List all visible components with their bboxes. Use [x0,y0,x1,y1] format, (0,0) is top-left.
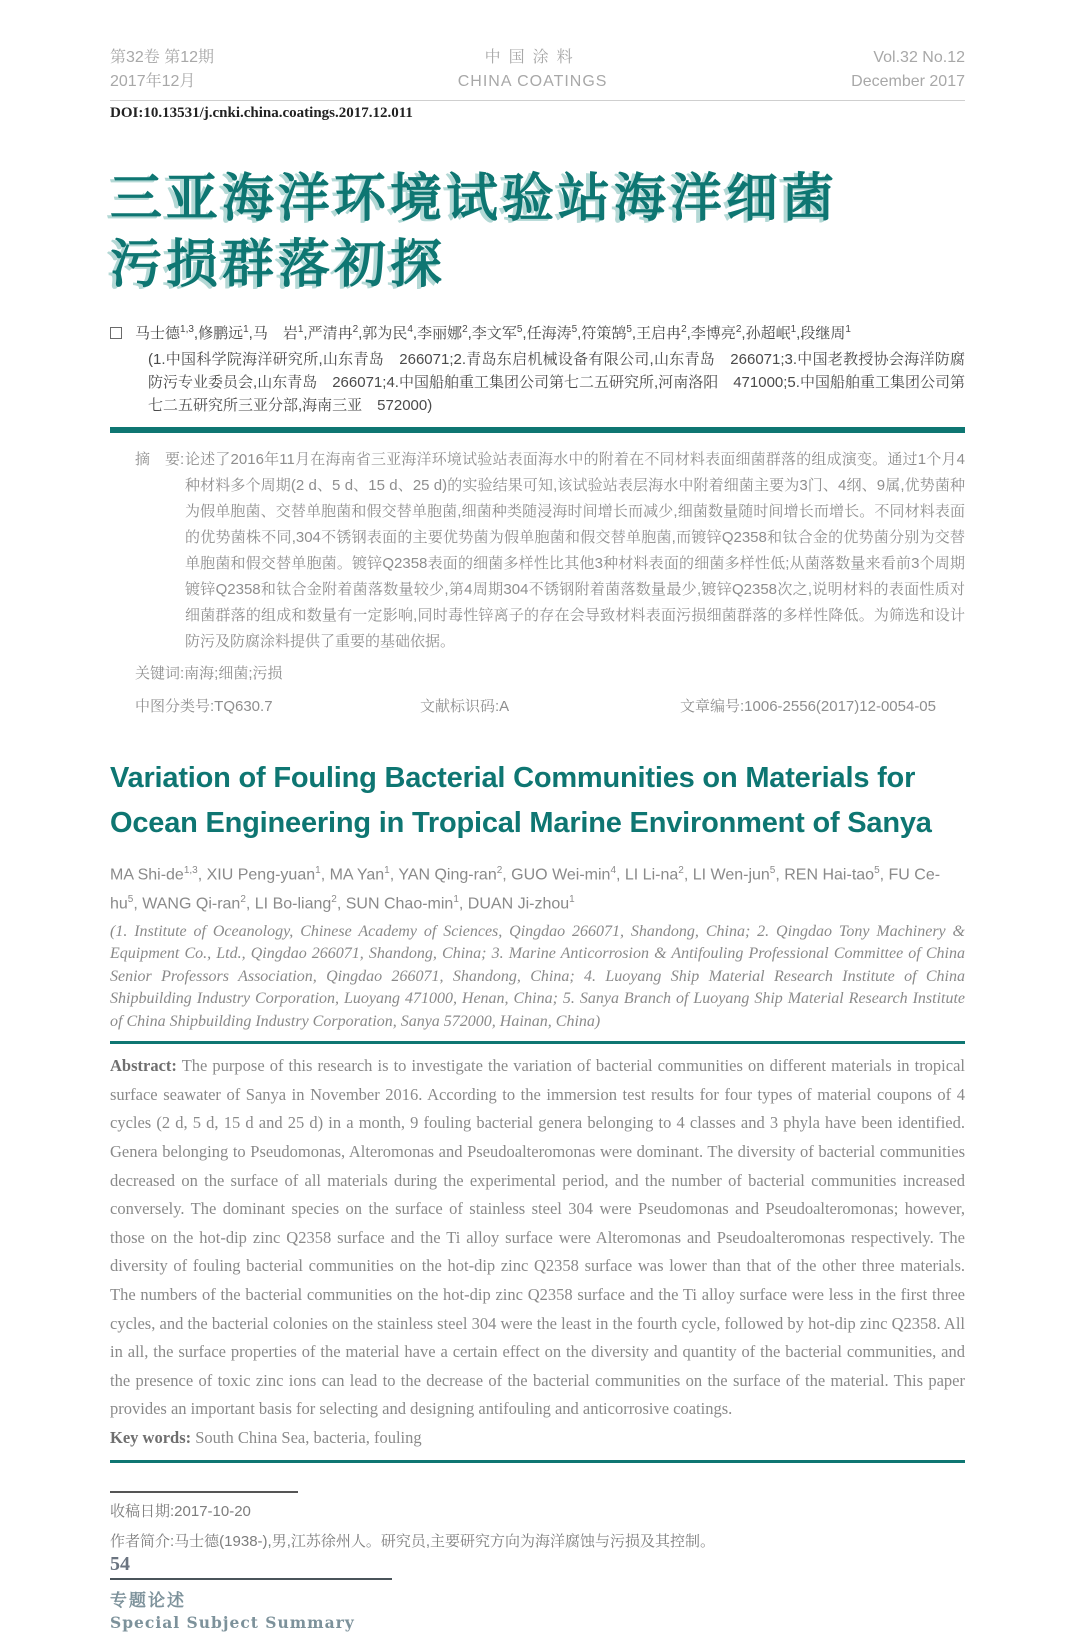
journal-name-en: CHINA COATINGS [457,73,608,90]
header-right [851,46,965,94]
title-en-line2: Ocean Engineering in Tropical Marine Environment of Sanya [110,807,932,839]
keywords-en-label: Key words: [110,1427,192,1447]
volume-issue-zh: 第32卷 第12期 [110,49,215,66]
authors-zh-list: 马士德$^{1,3}$,修鹏远$^1$,马 岩$^1$,严清冉$^2$,郭为民$^4$,李丽娜$^2$,李文军$^5$,任海涛$^5$,符策鹄$^5$,王启冉$^2$,李博亮$^2$,孙超岷$^1$,段继周$^1$ [135,324,851,342]
abstract-zh-text: 论述了2016年11月在海南省三亚海洋环境试验站表面海水中的附着在不同材料表面细菌群落的组成演变。通过1个月4种材料多个周期(2 d、5 d、15 d、25 d)的实验结果可知,该试验站表层海水中附着细菌主要为3门、4纲、9属,优势菌种为假单胞菌、交替单胞菌和假交替单胞菌,细菌种类随浸海时间增长而减少,细菌数量随时间增长而增长。不同材料表面的优势菌株不同,304不锈钢表面的主要优势菌为假单胞菌和假交替单胞菌,而镀锌Q2358和钛合金的优势菌分别为交替单胞菌和假交替单胞菌。镀锌Q2358表面的细菌多样性比其他3种材料表面的细菌多样性低;从菌落数量来看前3个周期镀锌Q2358和钛合金附着菌落数量较少,第4周期304不锈钢附着菌落数量最少,镀锌Q2358次之,说明材料的表面性质对细菌群落的组成和数量有一定影响,同时毒性锌离子的存在会导致材料表面污损细菌群落的多样性降低。为筛选和设计防污及防腐涂料提供了重要的基础依据。 [185,451,965,650]
header-divider [110,100,965,101]
abstract-zh-label: 摘 要: [135,451,185,468]
footnote [110,1491,965,1553]
header-left [110,46,214,94]
journal-name-zh: 中国涂料 [484,49,581,66]
keywords-en-text: South China Sea, bacteria, fouling [195,1427,422,1447]
keywords-zh-label: 关键词: [135,665,185,682]
affiliations-en: (1. Institute of Oceanology, Chinese Academy of Sciences, Qingdao 266071, Shandong, China; 2. Qingdao Tony Machinery & Equipment Co., Ltd., Qingdao 266071, Shandong, China; 3. Marine Anticorrosion & Antifouling Professional Committee of China Senior Professors Association, Qingdao 266071, Shandong, China; 4. Luoyang Ship Material Research Institute of China Shipbuilding Industry Corporation, Luoyang 471000, Henan, China; 5. Sanya Branch of Luoyang Ship Material Research Institute of China Shipbuilding Industry Corporation, Sanya 572000, Hainan, China) [110,922,965,1030]
classification-row [135,695,965,716]
keywords-zh-text: 南海;细菌;污损 [184,665,283,682]
page-number: 54 [110,1553,130,1576]
document-code: 文献标识码:A [420,698,510,715]
abstract-en [110,1052,965,1424]
keywords-zh [135,661,965,687]
affiliations-zh: (1.中国科学院海洋研究所,山东青岛 266071;2.青岛东启机械设备有限公司,山东青岛 266071;3.中国老教授协会海洋防腐防污专业委员会,山东青岛 266071;4.中国船舶重工集团公司第七二五研究所,河南洛阳 471000;5.中国船舶重工集团公司第七二五研究所三亚分部,海南三亚 572000) [148,351,965,414]
author-list-marker-icon [110,327,122,339]
abstract-en-text: The purpose of this research is to investigate the variation of bacterial communities on different materials in tropical surface seawater of Sanya in November 2016. According to the immersion test results for four types of material coupons of 4 cycles (2 d, 5 d, 15 d and 25 d) in a month, 9 fouling bacterial genera belonging to 4 classes and 3 phyla have been identified. Genera belonging to Pseudomonas, Alteromonas and Pseudoalteromonas were dominant. The diversity of bacterial communities decreased on the surface of all materials during the experimental period, and the number of bacterial communities increased conversely. The dominant species on the surface of stainless steel 304 were Pseudomonas and Pseudoalteromonas; however, those on the hot-dip zinc Q2358 surface and the Ti alloy surface were Alteromonas and Pseudoalteromonas respectively. The diversity of fouling bacterial communities on the hot-dip zinc Q2358 surface was lower than that of the other three materials. The numbers of the bacterial communities on the hot-dip zinc Q2358 surface and the Ti alloy surface were less in the first three cycles, and the bacterial colonies on the stainless steel 304 were the least in the fourth cycle, followed by hot-dip zinc Q2358. All in all, the surface properties of the material have a certain effect on the diversity and quantity of the bacterial communities, and the presence of toxic zinc ions can lead to the decrease of the bacterial communities on the surface of the material. This paper provides an important basis for selecting and designing antifouling and anticorrosive coatings. [110,1056,965,1419]
abstract-rule-bottom [110,1460,965,1463]
authors-en: MA Shi-de$^{1,3}$, XIU Peng-yuan$^1$, MA Yan$^1$, YAN Qing-ran$^2$, GUO Wei-$\min^4$, LI $Li-na^2$, LI Wen-jun$^5$, REN Hai-tao$^5$, FU $Ce-hu^5$, WANG Qi-ran$^2$, LI Bo-liang$^2$, SUN Chao-$\min^1$, DUAN Ji-zhou$^1$ [110,865,941,913]
article-id: 文章编号:1006-2556(2017)12-0054-05 [680,698,936,715]
section-rule-top [110,427,965,433]
date-zh: 2017年12月 [110,73,196,90]
column-name-en: Special Subject Summary [110,1613,355,1633]
abstract-en-label: Abstract: [110,1056,177,1076]
abstract-rule-top [110,1041,965,1044]
author-bio: 作者简介:马士德(1938-),男,江苏徐州人。研究员,主要研究方向为海洋腐蚀与污损及其控制。 [110,1533,716,1551]
keywords-en [110,1424,965,1453]
article-title-zh [110,166,965,298]
abstract-zh [135,447,965,655]
title-en-line1: Variation of Fouling Bacterial Communities on Materials for [110,762,916,794]
page-footer [110,1553,965,1646]
footnote-divider [110,1491,298,1493]
volume-issue-en: Vol.32 No.12 [873,49,965,66]
column-name-zh: 专题论述 [110,1591,186,1612]
authors-zh [110,318,965,345]
article-title-en [110,756,965,846]
page-number-rule [110,1578,392,1580]
doi: DOI:10.13531/j.cnki.china.coatings.2017.12.011 [110,105,413,121]
title-zh-line1: 三亚海洋环境试验站海洋细菌 [110,170,839,228]
title-zh-line2: 污损群落初探 [110,236,447,294]
header-center [458,46,608,94]
date-en: December 2017 [851,73,965,90]
journal-header [110,46,965,94]
received-date: 收稿日期:2017-10-20 [110,1503,251,1521]
clc-number: 中图分类号:TQ630.7 [135,698,273,715]
